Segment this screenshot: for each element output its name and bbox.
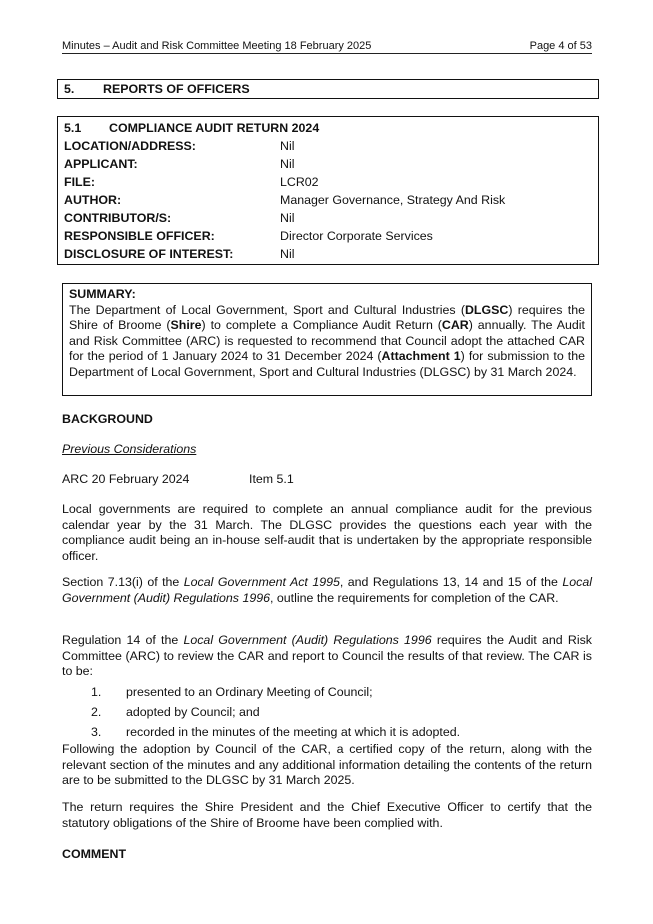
info-value: Nil [280, 157, 295, 171]
info-label: AUTHOR: [64, 193, 122, 207]
section-heading-box [57, 79, 599, 99]
info-label: RESPONSIBLE OFFICER: [64, 229, 215, 243]
summary-text-part: ) requires the Shire of Broome ( [69, 302, 585, 333]
section-number: 5. [64, 82, 75, 96]
summary-text-part: The Department of Local Government, Sport and Cultural Industries ( [69, 302, 465, 317]
background-paragraph-4: Following the adoption by Council of the CAR, a certified copy of the return, along with the relevant section of the minutes and any additional information detailing the contents of the return are to be submitted to the DLGSC by 31 March 2025. [62, 742, 592, 788]
summary-box [62, 283, 592, 396]
summary-text-part: ) annually. The Audit and Risk Committee (ARC) is requested to recommend that Council adopt the attached CAR for the period of 1 January 2024 to 31 December 2024 ( [69, 318, 585, 364]
background-paragraph-3 [62, 633, 592, 680]
list-number: 2. [91, 705, 102, 719]
header-title: Minutes – Audit and Risk Committee Meeting 18 February 2025 [62, 40, 372, 52]
page-header [62, 36, 592, 54]
text-part: , outline the requirements for completion of the CAR. [270, 590, 559, 605]
previous-consideration-row [62, 472, 592, 488]
page-number: Page 4 of 53 [529, 40, 592, 52]
previous-item-ref: Item 5.1 [249, 472, 294, 486]
item-title: COMPLIANCE AUDIT RETURN 2024 [109, 121, 320, 135]
info-value: Nil [280, 139, 295, 153]
summary-bold-term: DLGSC [464, 302, 509, 317]
background-paragraph-1: Local governments are required to complete an annual compliance audit for the previous calendar year by the 31 March. The DLGSC provides the questions each year with the compliance audit being an in-house self-audit that is undertaken by the appropriate responsible officer. [62, 502, 592, 563]
summary-text-part: ) to complete a Compliance Audit Return ( [201, 318, 442, 333]
attachment-reference: Attachment 1 [381, 349, 461, 364]
info-label: CONTRIBUTOR/S: [64, 211, 172, 225]
list-number: 3. [91, 725, 102, 739]
list-text: recorded in the minutes of the meeting at which it is adopted. [126, 725, 461, 739]
text-part: , and Regulations 13, 14 and 15 of the [339, 575, 563, 589]
summary-text-part: ) for submission to the Department of Local Government, Sport and Cultural Industries (DLGSC) by 31 March 2024. [69, 349, 585, 379]
text-part: Regulation 14 of the [62, 633, 184, 647]
summary-bold-term: CAR [441, 318, 469, 333]
info-value: Director Corporate Services [280, 229, 433, 243]
list-text: adopted by Council; and [126, 705, 260, 719]
list-item [62, 685, 592, 705]
info-value: Manager Governance, Strategy And Risk [280, 193, 506, 207]
comment-heading: COMMENT [62, 847, 127, 861]
text-part: Section 7.13(i) of the [62, 575, 184, 589]
info-label: DISCLOSURE OF INTEREST: [64, 247, 234, 261]
list-number: 1. [91, 685, 102, 699]
background-paragraph-2 [62, 575, 592, 606]
previous-considerations-heading: Previous Considerations [62, 442, 197, 456]
section-title: REPORTS OF OFFICERS [103, 82, 250, 96]
background-paragraph-5: The return requires the Shire President and the Chief Executive Officer to certify that the statutory obligations of the Shire of Broome have been complied with. [62, 800, 592, 830]
legislation-reference: Local Government (Audit) Regulations 1996 [62, 575, 593, 605]
legislation-reference: Local Government Act 1995 [183, 575, 340, 589]
text-part: requires the Audit and Risk Committee (ARC) to review the CAR and report to Council the results of that review. The CAR is to be: [62, 633, 592, 679]
list-item [62, 705, 592, 725]
info-value: LCR02 [280, 175, 319, 189]
previous-meeting-ref: ARC 20 February 2024 [62, 472, 190, 486]
info-label: FILE: [64, 175, 95, 189]
background-heading: BACKGROUND [62, 412, 153, 426]
info-value: Nil [280, 211, 295, 225]
info-label: APPLICANT: [64, 157, 138, 171]
legislation-reference: Local Government (Audit) Regulations 1996 [183, 633, 432, 647]
info-label: LOCATION/ADDRESS: [64, 139, 196, 153]
car-requirements-list [62, 685, 592, 745]
list-text: presented to an Ordinary Meeting of Council; [126, 685, 373, 699]
summary-text [69, 303, 585, 381]
summary-bold-term: Shire [170, 318, 202, 333]
item-info-box [57, 116, 599, 265]
summary-heading: SUMMARY: [69, 287, 136, 301]
item-number: 5.1 [64, 121, 82, 135]
info-value: Nil [280, 247, 295, 261]
